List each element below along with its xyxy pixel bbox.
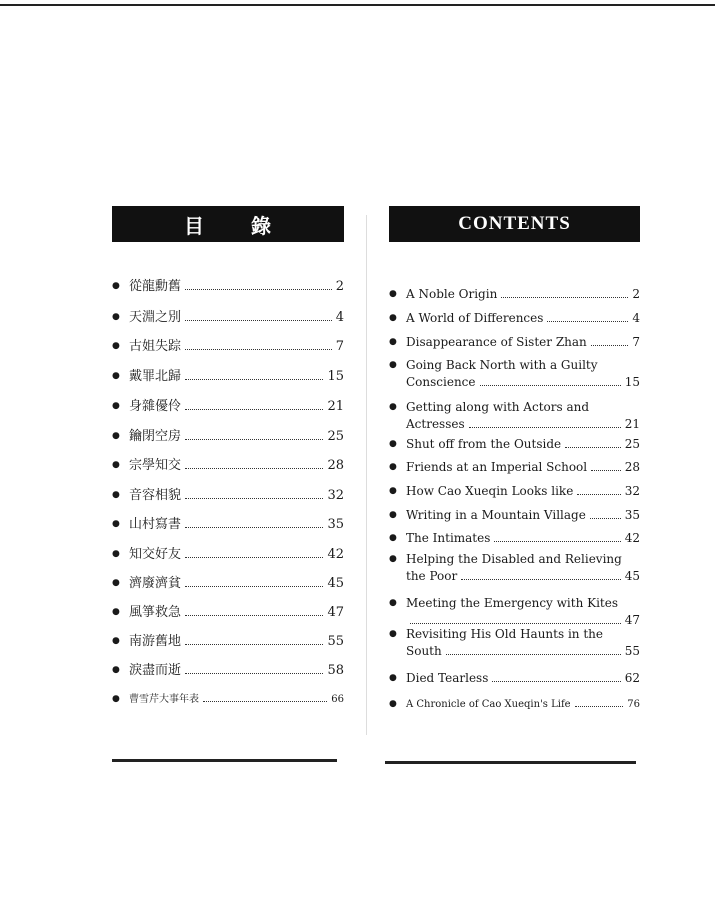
bullet-icon: ● bbox=[389, 554, 397, 564]
entry-title: 知交好友 bbox=[129, 547, 182, 562]
bullet-icon: ● bbox=[389, 289, 397, 299]
entry-title: 身雜優伶 bbox=[129, 399, 182, 414]
entry-page-number: 25 bbox=[327, 429, 344, 444]
toc-entry[interactable] bbox=[389, 357, 640, 391]
dot-leader bbox=[185, 547, 323, 558]
toc-entry[interactable] bbox=[389, 399, 640, 433]
bullet-icon: ● bbox=[112, 490, 120, 500]
dot-leader bbox=[590, 508, 621, 519]
entry-page-number: 32 bbox=[624, 484, 640, 498]
dot-leader bbox=[501, 287, 628, 298]
dot-leader bbox=[577, 484, 620, 495]
entry-page-number: 76 bbox=[627, 699, 640, 710]
entry-title: South bbox=[406, 644, 442, 658]
entry-title: How Cao Xueqin Looks like bbox=[406, 484, 574, 498]
entry-title: Friends at an Imperial School bbox=[406, 460, 588, 474]
bullet-icon: ● bbox=[112, 341, 120, 351]
toc-entry[interactable] bbox=[112, 398, 344, 415]
dot-leader bbox=[547, 311, 628, 322]
toc-entry[interactable] bbox=[389, 551, 640, 585]
entry-title: The Intimates bbox=[406, 531, 491, 545]
toc-entry[interactable] bbox=[389, 334, 640, 351]
bullet-icon: ● bbox=[112, 519, 120, 529]
entry-page-number: 15 bbox=[624, 375, 640, 389]
entry-title: 南游舊地 bbox=[129, 634, 182, 649]
entry-title-line1: Revisiting His Old Haunts in the bbox=[406, 627, 603, 641]
bullet-icon: ● bbox=[112, 281, 120, 291]
toc-english-column bbox=[389, 206, 640, 710]
bullet-icon: ● bbox=[112, 431, 120, 441]
heading-char-2: 錄 bbox=[251, 213, 272, 238]
entry-title: A Chronicle of Cao Xueqin's Life bbox=[406, 699, 571, 710]
entry-page-number: 28 bbox=[327, 458, 344, 473]
entry-page-number: 15 bbox=[327, 369, 344, 384]
entry-title: Shut off from the Outside bbox=[406, 437, 562, 451]
toc-entry[interactable] bbox=[112, 633, 344, 650]
bullet-icon: ● bbox=[112, 607, 120, 617]
bullet-icon: ● bbox=[112, 578, 120, 588]
entry-page-number: 28 bbox=[624, 460, 640, 474]
entry-page-number: 32 bbox=[327, 488, 344, 503]
entry-title: 音容相貌 bbox=[129, 488, 182, 503]
dot-leader bbox=[410, 613, 621, 624]
bullet-icon: ● bbox=[389, 337, 397, 347]
entry-title: 從龍勳舊 bbox=[129, 279, 182, 294]
entry-page-number: 58 bbox=[327, 663, 344, 678]
toc-entry[interactable] bbox=[389, 507, 640, 524]
toc-english-heading: CONTENTS bbox=[389, 206, 640, 242]
bullet-icon: ● bbox=[389, 439, 397, 449]
toc-entry[interactable] bbox=[389, 626, 640, 660]
dot-leader bbox=[575, 696, 624, 707]
top-rule bbox=[0, 4, 715, 6]
dot-leader bbox=[203, 691, 327, 702]
entry-title: 古姐失踪 bbox=[129, 339, 182, 354]
dot-leader bbox=[185, 488, 323, 499]
entry-title: 宗學知交 bbox=[129, 458, 182, 473]
toc-entry[interactable] bbox=[389, 286, 640, 303]
entry-title: 濟廢濟貧 bbox=[129, 576, 182, 591]
toc-entry[interactable] bbox=[389, 696, 640, 713]
toc-entry[interactable] bbox=[112, 604, 344, 621]
dot-leader bbox=[461, 569, 620, 580]
dot-leader bbox=[185, 279, 332, 290]
toc-chinese-column bbox=[112, 206, 344, 705]
bullet-icon: ● bbox=[112, 665, 120, 675]
entry-title-line1: Getting along with Actors and bbox=[406, 400, 590, 414]
dot-leader bbox=[185, 339, 332, 350]
entry-title: 風箏救急 bbox=[129, 605, 182, 620]
dot-leader bbox=[591, 460, 621, 471]
entry-title: Conscience bbox=[406, 375, 476, 389]
entry-title: A World of Differences bbox=[406, 311, 544, 325]
heading-char-1: 目 bbox=[184, 213, 205, 238]
entry-title: 曹雪芹大事年表 bbox=[129, 694, 199, 705]
dot-leader bbox=[185, 517, 323, 528]
bullet-icon: ● bbox=[389, 699, 397, 709]
dot-leader bbox=[185, 458, 323, 469]
toc-entry[interactable] bbox=[389, 436, 640, 453]
entry-page-number: 35 bbox=[327, 517, 344, 532]
entry-page-number: 42 bbox=[327, 547, 344, 562]
bullet-icon: ● bbox=[112, 460, 120, 470]
bullet-icon: ● bbox=[112, 401, 120, 411]
toc-entry[interactable] bbox=[389, 595, 640, 629]
bullet-icon: ● bbox=[112, 694, 120, 704]
entry-page-number: 25 bbox=[624, 437, 640, 451]
bullet-icon: ● bbox=[389, 629, 397, 639]
entry-title-line1: Going Back North with a Guilty bbox=[406, 358, 598, 372]
toc-entry[interactable] bbox=[112, 662, 344, 679]
entry-page-number: 4 bbox=[335, 310, 344, 325]
dot-leader bbox=[565, 437, 621, 448]
toc-entry[interactable] bbox=[112, 691, 344, 708]
entry-title: 戴罪北歸 bbox=[129, 369, 182, 384]
dot-leader bbox=[492, 671, 620, 682]
toc-entry[interactable] bbox=[389, 459, 640, 476]
toc-entry[interactable] bbox=[112, 309, 344, 326]
entry-page-number: 42 bbox=[624, 531, 640, 545]
dot-leader bbox=[480, 375, 621, 386]
toc-entry[interactable] bbox=[112, 575, 344, 592]
entry-page-number: 55 bbox=[327, 634, 344, 649]
dot-leader bbox=[185, 663, 323, 674]
entry-page-number: 62 bbox=[624, 671, 640, 685]
entry-page-number: 47 bbox=[624, 613, 640, 627]
entry-page-number: 47 bbox=[327, 605, 344, 620]
entry-title: Died Tearless bbox=[406, 671, 489, 685]
entry-title: A Noble Origin bbox=[406, 287, 498, 301]
bullet-icon: ● bbox=[389, 360, 397, 370]
bottom-rule-left bbox=[112, 759, 337, 762]
toc-entry[interactable] bbox=[112, 278, 344, 295]
toc-entry[interactable] bbox=[112, 368, 344, 385]
bottom-rule-right bbox=[385, 761, 636, 764]
entry-title-line1: Meeting the Emergency with Kites bbox=[406, 596, 619, 610]
entry-title: Writing in a Mountain Village bbox=[406, 508, 586, 522]
entry-title: 淚盡而逝 bbox=[129, 663, 182, 678]
entry-title: 天淵之別 bbox=[129, 310, 182, 325]
gutter-line bbox=[366, 215, 367, 735]
bullet-icon: ● bbox=[389, 402, 397, 412]
toc-entry[interactable] bbox=[112, 546, 344, 563]
dot-leader bbox=[591, 335, 629, 346]
entry-title-line1: Helping the Disabled and Relieving bbox=[406, 552, 622, 566]
dot-leader bbox=[446, 644, 621, 655]
entry-page-number: 21 bbox=[327, 399, 344, 414]
bullet-icon: ● bbox=[112, 636, 120, 646]
toc-entry[interactable] bbox=[112, 428, 344, 445]
entry-page-number: 55 bbox=[624, 644, 640, 658]
entry-page-number: 4 bbox=[632, 311, 640, 325]
toc-entry[interactable] bbox=[389, 670, 640, 687]
bullet-icon: ● bbox=[389, 673, 397, 683]
bullet-icon: ● bbox=[389, 533, 397, 543]
entry-page-number: 21 bbox=[624, 417, 640, 431]
bullet-icon: ● bbox=[389, 486, 397, 496]
bullet-icon: ● bbox=[389, 510, 397, 520]
entry-page-number: 2 bbox=[335, 279, 344, 294]
entry-page-number: 2 bbox=[632, 287, 640, 301]
entry-page-number: 66 bbox=[331, 694, 344, 705]
dot-leader bbox=[185, 634, 323, 645]
bullet-icon: ● bbox=[389, 313, 397, 323]
toc-entry[interactable] bbox=[389, 310, 640, 327]
toc-entry[interactable] bbox=[112, 338, 344, 355]
entry-page-number: 45 bbox=[327, 576, 344, 591]
toc-entry[interactable] bbox=[389, 530, 640, 547]
dot-leader bbox=[185, 576, 323, 587]
bullet-icon: ● bbox=[112, 371, 120, 381]
entry-title: Disappearance of Sister Zhan bbox=[406, 335, 587, 349]
bullet-icon: ● bbox=[112, 312, 120, 322]
dot-leader bbox=[185, 605, 323, 616]
entry-title: Actresses bbox=[406, 417, 465, 431]
toc-entry[interactable] bbox=[112, 516, 344, 533]
entry-page-number: 7 bbox=[632, 335, 640, 349]
dot-leader bbox=[185, 369, 323, 380]
dot-leader bbox=[185, 429, 323, 440]
dot-leader bbox=[185, 399, 323, 410]
entry-page-number: 45 bbox=[624, 569, 640, 583]
entry-title: 山村寫書 bbox=[129, 517, 182, 532]
bullet-icon: ● bbox=[389, 598, 397, 608]
bullet-icon: ● bbox=[389, 462, 397, 472]
dot-leader bbox=[469, 417, 621, 428]
dot-leader bbox=[494, 531, 620, 542]
entry-title: the Poor bbox=[406, 569, 458, 583]
entry-page-number: 7 bbox=[335, 339, 344, 354]
dot-leader bbox=[185, 310, 332, 321]
bullet-icon: ● bbox=[112, 549, 120, 559]
toc-entry[interactable] bbox=[112, 487, 344, 504]
toc-chinese-heading bbox=[112, 206, 344, 242]
toc-entry[interactable] bbox=[389, 483, 640, 500]
toc-entry[interactable] bbox=[112, 457, 344, 474]
entry-page-number: 35 bbox=[624, 508, 640, 522]
entry-title: 鑰閉空房 bbox=[129, 429, 182, 444]
